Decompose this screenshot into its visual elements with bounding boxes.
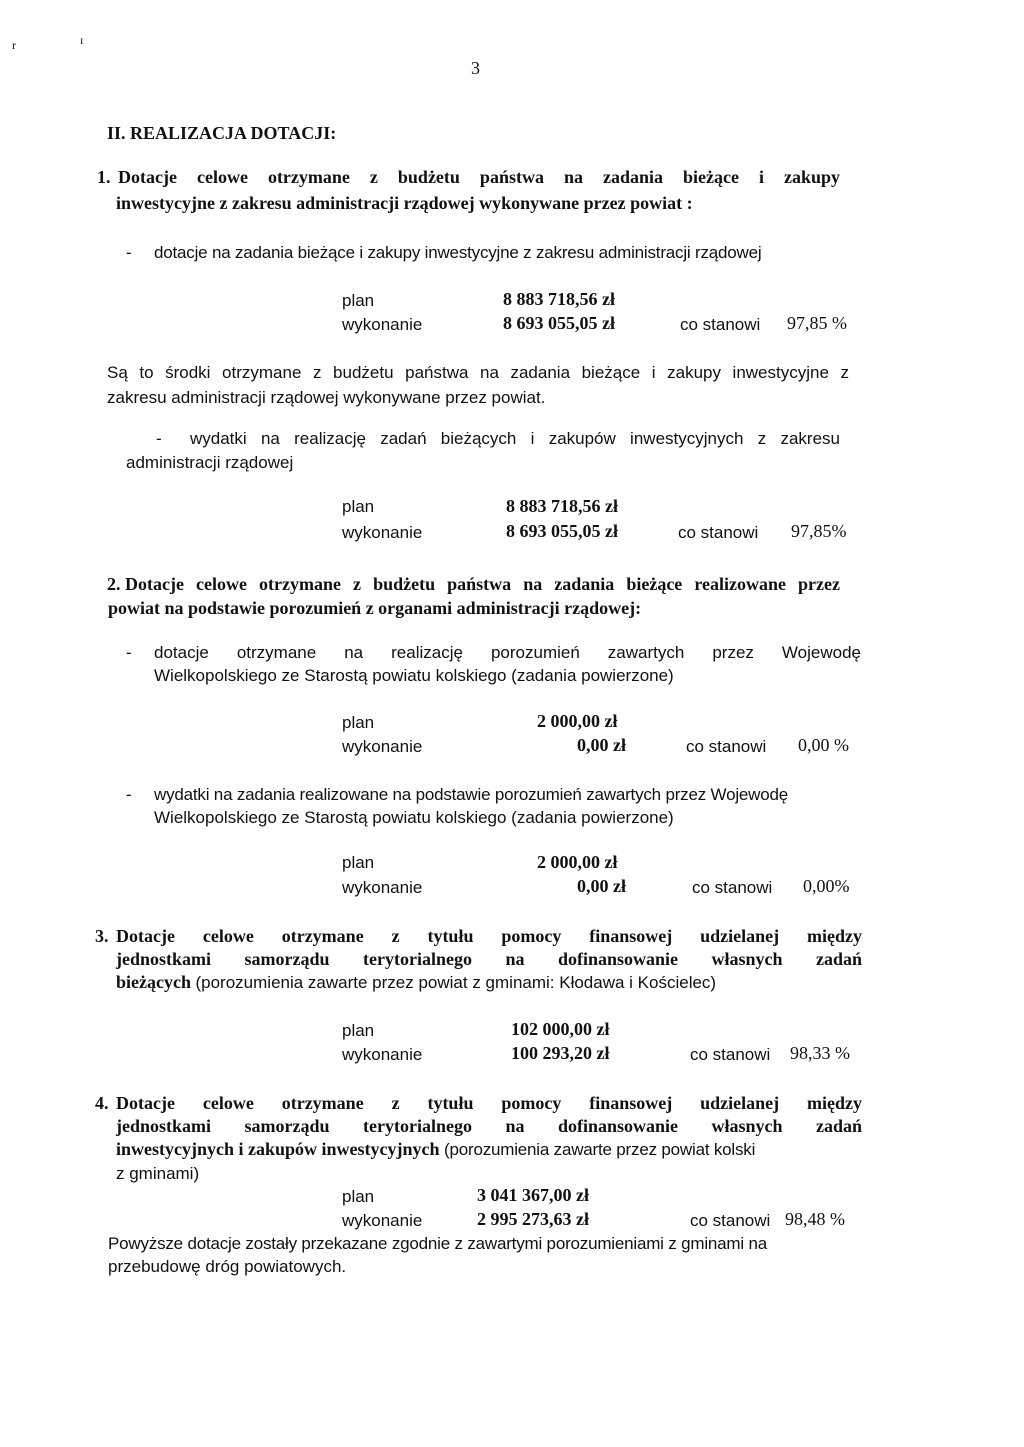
s2-item1-line1: dotacje otrzymane na realizację porozumień zawartych przez Wojewodę (154, 643, 861, 662)
s2-f2-percent: 0,00% (803, 876, 850, 896)
s2-f1-percent: 0,00 % (798, 735, 849, 755)
s4-f1-exec-label: wykonanie (342, 1211, 423, 1230)
s4-heading-line3-bold: inwestycyjnych i zakupów inwestycyjnych (116, 1139, 440, 1159)
s1-item1-text: dotacje na zadania bieżące i zakupy inwestycyjne z zakresu administracji rządowej (154, 243, 762, 262)
s3-f1-plan-label: plan (342, 1021, 375, 1040)
s3-heading-line1: Dotacje celowe otrzymane z tytułu pomocy finansowej udzielanej między (116, 926, 862, 946)
s2-f1-plan-value: 2 000,00 zł (537, 711, 618, 731)
s1-f1-co-stanowi: co stanowi (680, 315, 761, 334)
s2-f1-plan-label: plan (342, 713, 375, 732)
page-number: 3 (471, 58, 480, 78)
s1-item1-dash: - (126, 243, 132, 262)
s4-note-line1: Powyższe dotacje zostały przekazane zgodnie z zawartymi porozumieniami z gminami na (108, 1234, 767, 1253)
s2-heading-line2: powiat na podstawie porozumień z organami administracji rządowej: (108, 598, 642, 618)
s1-heading-line1: Dotacje celowe otrzymane z budżetu państwa na zadania bieżące i zakupy (118, 167, 840, 187)
s4-heading-line3 (116, 1139, 755, 1160)
s4-heading-line4: z gminami) (116, 1164, 200, 1183)
s4-note-line2: przebudowę dróg powiatowych. (108, 1257, 347, 1276)
s2-heading-line1: Dotacje celowe otrzymane z budżetu państwa na zadania bieżące realizowane przez (125, 574, 840, 594)
s1-item2-line2: administracji rządowej (126, 453, 294, 472)
s2-item2-dash: - (126, 785, 132, 804)
s1-heading-line2: inwestycyjne z zakresu administracji rządowej wykonywane przez powiat : (116, 193, 693, 213)
s1-item2-line1: wydatki na realizację zadań bieżących i zakupów inwestycyjnych z zakresu (190, 429, 840, 448)
s3-f1-exec-label: wykonanie (342, 1045, 423, 1064)
s2-f2-plan-label: plan (342, 853, 375, 872)
s2-f2-plan-value: 2 000,00 zł (537, 852, 618, 872)
s4-heading-line1: Dotacje celowe otrzymane z tytułu pomocy finansowej udzielanej między (116, 1093, 862, 1113)
s3-heading-line3-rest: (porozumienia zawarte przez powiat z gminami: Kłodawa i Kościelec) (195, 973, 717, 992)
s2-item1-dash: - (126, 643, 132, 662)
s3-f1-co-stanowi: co stanowi (690, 1045, 771, 1064)
s3-f1-plan-value: 102 000,00 zł (511, 1019, 610, 1039)
s4-f1-exec-value: 2 995 273,63 zł (477, 1209, 589, 1229)
s2-f2-exec-value: 0,00 zł (577, 876, 626, 896)
s3-f1-exec-value: 100 293,20 zł (511, 1043, 610, 1063)
s3-f1-percent: 98,33 % (790, 1043, 850, 1063)
s1-f2-co-stanowi: co stanowi (678, 523, 759, 542)
s2-f2-co-stanowi: co stanowi (692, 878, 773, 897)
s1-f2-exec-value: 8 693 055,05 zł (506, 521, 618, 541)
corner-mark-right: ɪ (80, 33, 84, 47)
s4-f1-plan-label: plan (342, 1187, 375, 1206)
s1-f1-exec-label: wykonanie (342, 315, 423, 334)
s4-heading-line2: jednostkami samorządu terytorialnego na dofinansowanie własnych zadań (116, 1116, 862, 1136)
s4-f1-percent: 98,48 % (785, 1209, 845, 1229)
s4-f1-co-stanowi: co stanowi (690, 1211, 771, 1230)
s2-item2-line2: Wielkopolskiego ze Starostą powiatu kolskiego (zadania powierzone) (154, 808, 674, 827)
s1-f2-exec-label: wykonanie (342, 523, 423, 542)
s4-number: 4. (95, 1093, 109, 1113)
s1-f2-plan-value: 8 883 718,56 zł (506, 496, 618, 516)
s1-f2-percent: 97,85% (791, 521, 847, 541)
s2-f1-exec-value: 0,00 zł (577, 735, 626, 755)
s1-item2-dash: - (156, 429, 162, 448)
s1-note-line1: Są to środki otrzymane z budżetu państwa na zadania bieżące i zakupy inwestycyjne z (107, 363, 849, 382)
s1-f1-plan-value: 8 883 718,56 zł (503, 289, 615, 309)
s2-f1-co-stanowi: co stanowi (686, 737, 767, 756)
s2-item2-line1: wydatki na zadania realizowane na podstawie porozumień zawartych przez Wojewodę (154, 785, 789, 804)
s1-number: 1. (97, 167, 111, 187)
corner-mark-left: r (12, 38, 16, 52)
s4-f1-plan-value: 3 041 367,00 zł (477, 1185, 589, 1205)
s1-f1-plan-label: plan (342, 291, 375, 310)
s2-f2-exec-label: wykonanie (342, 878, 423, 897)
s2-number: 2. (107, 574, 121, 594)
s3-heading-line2: jednostkami samorządu terytorialnego na dofinansowanie własnych zadań (116, 949, 862, 969)
s1-f1-percent: 97,85 % (787, 313, 847, 333)
s2-item1-line2: Wielkopolskiego ze Starostą powiatu kolskiego (zadania powierzone) (154, 666, 674, 685)
s3-number: 3. (95, 926, 109, 946)
section-title: II. REALIZACJA DOTACJI: (107, 123, 337, 143)
s4-heading-line3-rest: (porozumienia zawarte przez powiat kolski (444, 1140, 756, 1159)
s1-note-line2: zakresu administracji rządowej wykonywane przez powiat. (107, 388, 546, 407)
s3-heading-line3 (116, 972, 716, 993)
s2-f1-exec-label: wykonanie (342, 737, 423, 756)
s1-f1-exec-value: 8 693 055,05 zł (503, 313, 615, 333)
s3-heading-line3-bold: bieżących (116, 972, 191, 992)
s1-f2-plan-label: plan (342, 497, 375, 516)
